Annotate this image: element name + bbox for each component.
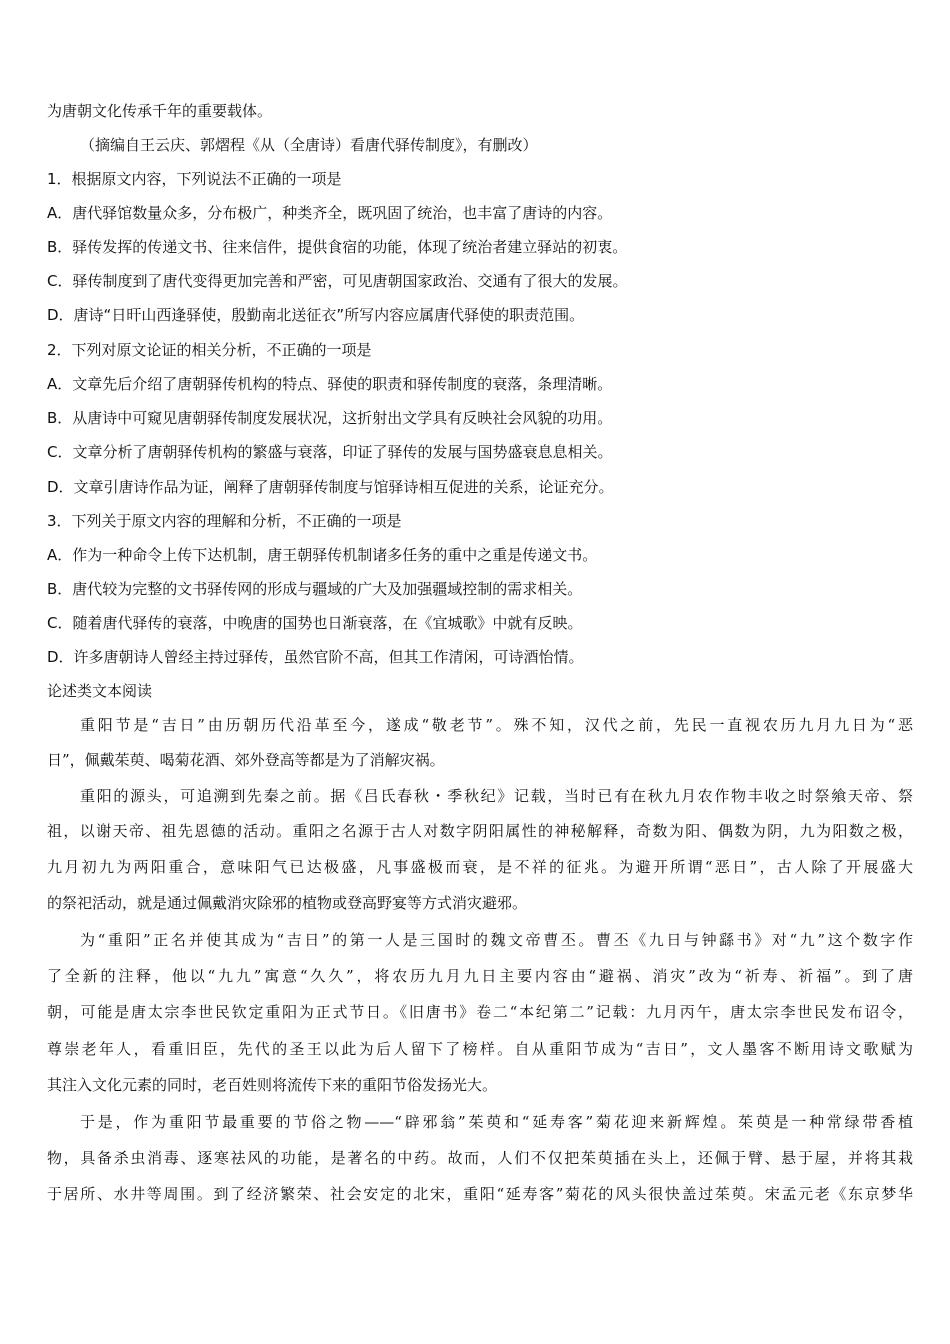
question-3-option-d: D．许多唐朝诗人曾经主持过驿传，虽然官阶不高，但其工作清闲，可诗酒怡情。 — [47, 648, 584, 666]
passage-line: 朝，可能是唐太宗李世民钦定重阳为正式节日。《旧唐书》卷二“本纪第二”记载：九月丙午，唐太宗李世民发布诏令， — [47, 1003, 913, 1021]
question-2-option-a: A．文章先后介绍了唐朝驿传机构的特点、驿使的职责和驿传制度的衰落，条理清晰。 — [47, 375, 613, 393]
question-3-option-b: B．唐代较为完整的文书驿传网的形成与疆域的广大及加强疆域控制的需求相关。 — [47, 580, 583, 598]
question-1-stem: 1．根据原文内容，下列说法不正确的一项是 — [47, 170, 342, 188]
question-1-option-a: A．唐代驿馆数量众多，分布极广，种类齐全，既巩固了统治，也丰富了唐诗的内容。 — [47, 204, 613, 222]
question-2-option-b: B．从唐诗中可窥见唐朝驿传制度发展状况，这折射出文学具有反映社会风貌的功用。 — [47, 409, 613, 427]
section-heading: 论述类文本阅读 — [47, 682, 153, 700]
passage-line: 了全新的注释，他以“九九”寓意“久久”，将农历九月九日主要内容由“避祸、消灾”改为“祈寿、祈福”。到了唐 — [47, 967, 913, 985]
passage-line: 日”，佩戴茱萸、喝菊花酒、郊外登高等都是为了消解灾祸。 — [47, 751, 445, 769]
passage-line: 重阳的源头，可追溯到先秦之前。据《吕氏春秋・季秋纪》记载，当时已有在秋九月农作物丰收之时祭飨天帝、祭 — [80, 787, 913, 805]
passage-line: 祖，以谢天帝、祖先恩德的活动。重阳之名源于古人对数字阴阳属性的神秘解释，奇数为阳、偶数为阴，九为阳数之极， — [47, 822, 913, 840]
passage-line: 其注入文化元素的同时，老百姓则将流传下来的重阳节俗发扬光大。 — [47, 1076, 498, 1094]
passage-line: 为“重阳”正名并使其成为“吉日”的第一人是三国时的魏文帝曹丕。曹丕《九日与钟繇书》对“九”这个数字作 — [80, 931, 913, 949]
question-3-option-a: A．作为一种命令上传下达机制，唐王朝驿传机制诸多任务的重中之重是传递文书。 — [47, 546, 598, 564]
question-2-option-d: D．文章引唐诗作品为证，阐释了唐朝驿传制度与馆驿诗相互促进的关系，论证充分。 — [47, 478, 614, 496]
question-3-stem: 3．下列关于原文内容的理解和分析，不正确的一项是 — [47, 512, 402, 530]
question-1-option-c: C．驿传制度到了唐代变得更加完善和严密，可见唐朝国家政治、交通有了很大的发展。 — [47, 272, 628, 290]
passage-line: 于居所、水井等周围。到了经济繁荣、社会安定的北宋，重阳“延寿客”菊花的风头很快盖过茱萸。宋孟元老《东京梦华 — [47, 1185, 913, 1203]
passage-line: 的祭祀活动，就是通过佩戴消灾除邪的植物或登高野宴等方式消灾避邪。 — [47, 894, 528, 912]
source-note: （摘编自王云庆、郭熠程《从（全唐诗）看唐代驿传制度》，有删改） — [80, 136, 538, 154]
question-1-option-d: D．唐诗“日旰山西逢驿使，殷勤南北送征衣”所写内容应属唐代驿使的职责范围。 — [47, 306, 585, 324]
question-2-option-c: C．文章分析了唐朝驿传机构的繁盛与衰落，印证了驿传的发展与国势盛衰息息相关。 — [47, 443, 613, 461]
passage-line: 于是，作为重阳节最重要的节俗之物——“辟邪翁”茱萸和“延寿客”菊花迎来新辉煌。茱萸是一种常绿带香植 — [80, 1113, 913, 1131]
passage-line: 重阳节是“吉日”由历朝历代沿革至今，遂成“敬老节”。殊不知，汉代之前，先民一直视农历九月九日为“恶 — [80, 716, 913, 734]
question-2-stem: 2．下列对原文论证的相关分析，不正确的一项是 — [47, 341, 372, 359]
passage-line: 物，具备杀虫消毒、逐寒祛风的功能，是著名的中药。故而，人们不仅把茱萸插在头上，还佩于臂、悬于屋，并将其栽 — [47, 1149, 913, 1167]
question-3-option-c: C．随着唐代驿传的衰落，中晚唐的国势也日渐衰落，在《宜城歌》中就有反映。 — [47, 614, 583, 632]
passage-line: 九月初九为两阳重合，意味阳气已达极盛，凡事盛极而衰，是不祥的征兆。为避开所谓“恶日”，古人除了开展盛大 — [47, 858, 913, 876]
passage-tail: 为唐朝文化传承千年的重要载体。 — [47, 102, 273, 120]
question-1-option-b: B．驿传发挥的传递文书、往来信件，提供食宿的功能，体现了统治者建立驿站的初衷。 — [47, 238, 628, 256]
passage-line: 尊崇老年人，看重旧臣，先代的圣王以此为后人留下了榜样。自从重阳节成为“吉日”，文人墨客不断用诗文歌赋为 — [47, 1040, 913, 1058]
